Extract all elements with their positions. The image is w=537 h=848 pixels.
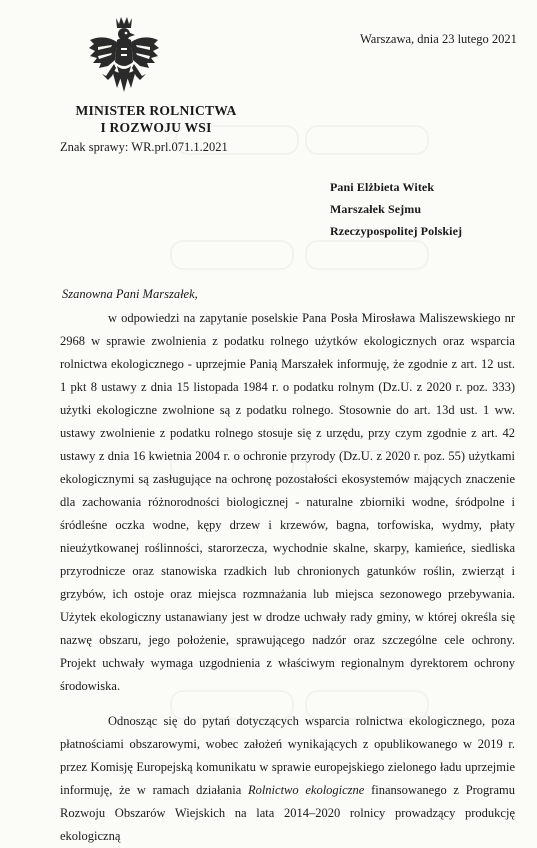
watermark	[170, 240, 294, 270]
addressee-block	[330, 176, 462, 242]
salutation: Szanowna Pani Marszałek,	[62, 287, 198, 301]
reference-number: Znak sprawy: WR.prl.071.1.2021	[60, 140, 228, 154]
body-paragraph	[60, 710, 515, 848]
letter-date: Warszawa, dnia 23 lutego 2021	[360, 32, 517, 46]
addressee-name: Pani Elżbieta Witek	[330, 180, 435, 194]
ministry-name-line: MINISTER ROLNICTWA	[75, 103, 237, 118]
ministry-name	[56, 102, 256, 136]
addressee-institution: Rzeczypospolitej Polskiej	[330, 224, 463, 238]
program-name: Rolnictwo ekologiczne	[247, 783, 365, 797]
addressee-title: Marszałek Sejmu	[330, 202, 422, 216]
watermark	[305, 240, 429, 270]
watermark	[305, 125, 429, 155]
eagle-emblem-icon	[86, 14, 162, 102]
letter-body	[60, 307, 515, 848]
ministry-name-line: I ROZWOJU WSI	[100, 120, 212, 135]
body-paragraph: w odpowiedzi na zapytanie poselskie Pana Posła Mirosława Maliszewskiego nr 2968 w sprawie zwolnienia z podatku rolnego użytków ekologicznych oraz wsparcia rolnictwa ekologicznego - uprzejmie Panią Marszałek informuję, że zgodnie z art. 12 ust. 1 pkt 8 ustawy z dnia 15 listopada 1984 r. o podatku rolnym (Dz.U. z 2020 r. poz. 333) użytki ekologiczne zwolnione są z podatku rolnego. Stosownie do art. 13d ust. 1 ww. ustawy zwolnienie z podatku rolnego stosuje się z urzędu, przy czym zgodnie z art. 42 ustawy z dnia 16 kwietnia 2004 r. o ochronie przyrody (Dz.U. z 2020 r. poz. 55) użytkami ekologicznymi są zasługujące na ochronę pozostałości ekosystemów mających znaczenie dla zachowania różnorodności biologicznej - naturalne zbiorniki wodne, śródpolne i śródleśne oczka wodne, kępy drzew i krzewów, bagna, torfowiska, wydmy, płaty nieużytkowanej roślinności, starorzecza, wychodnie skalne, skarpy, kamieńce, siedliska przyrodnicze oraz stanowiska rzadkich lub chronionych gatunków roślin, zwierząt i grzybów, ich ostoje oraz miejsca rozmnażania lub miejsca sezonowego przebywania. Użytek ekologiczny ustanawiany jest w drodze uchwały rady gminy, w której określa się nazwę obszaru, jego położenie, sprawującego nadzór oraz szczególne cele ochrony. Projekt uchwały wymaga uzgodnienia z właściwym regionalnym dyrektorem ochrony środowiska.	[60, 311, 515, 693]
paragraph-text: Odnosząc się do pytań dotyczących wsparcia rolnictwa ekologicznego, poza płatnościami obszarowymi, wobec założeń wynikających z opublikowanego w 2019 r. przez Komisję Europejską komunikatu w sprawie europejskiego zielonego ładu uprzejmie informuję, że w ramach działania	[60, 714, 515, 797]
paragraph-text: finansowanego z Programu Rozwoju Obszarów Wiejskich na lata 2014–2020 rolnicy prowadzący produkcję ekologiczną	[60, 783, 515, 843]
